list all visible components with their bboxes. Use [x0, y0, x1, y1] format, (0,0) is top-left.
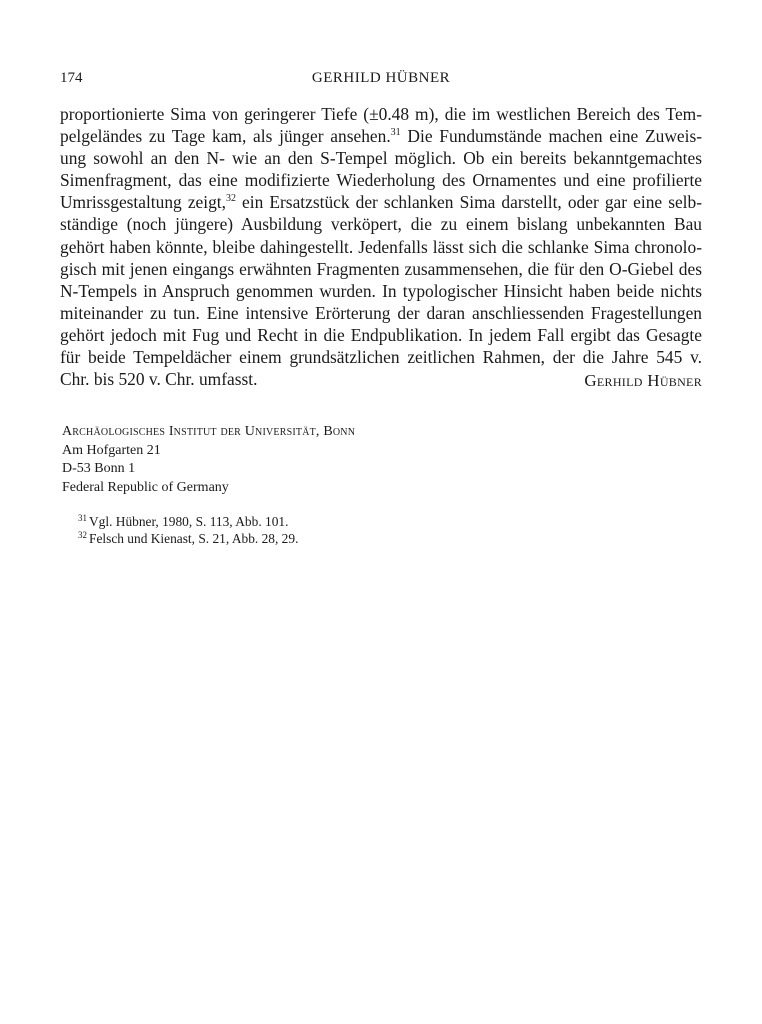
text-line: pelgeländes zu Tage kam, als jünger ansehen.$^{31}$ Die Fundumstände machen eine Zuweis- — [60, 126, 702, 147]
footnote-32 — [78, 530, 298, 547]
running-title: GERHILD HÜBNER — [311, 70, 451, 86]
address-street: Am Hofgarten 21 — [62, 442, 161, 458]
body-paragraph — [60, 103, 702, 390]
footnote-number: 31 — [78, 512, 87, 523]
text-line: Umrissgestaltung zeigt,$^{32}$ ein Ersatzstück der schlanken Sima darstellt, oder gar eine selb- — [60, 192, 702, 213]
footnotes — [78, 513, 298, 547]
text-line: N-Tempels in Anspruch genommen wurden. In typologischer Hinsicht haben beide nichts — [60, 280, 702, 301]
text-line: proportionierte Sima von geringerer Tiefe (±0.48 m), die im westlichen Bereich des Tem- — [60, 104, 702, 124]
text-line: gisch mit jenen eingangs erwähnten Fragmenten zusammensehen, die für den O-Giebel des — [60, 258, 702, 279]
footnote-text: Vgl. Hübner, 1980, S. 113, Abb. 101. — [89, 514, 289, 529]
footnote-ref-31: 31 — [390, 127, 401, 139]
address-city: D-53 Bonn 1 — [62, 461, 136, 477]
text-line: für beide Tempeldächer einem grundsätzlichen zeitlichen Rahmen, der die Jahre 545 v. — [60, 347, 702, 368]
text-line: ung sowohl an den N- wie an den S-Tempel möglich. Ob ein bereits bekanntgemachtes — [60, 148, 702, 169]
address-institute: Archäologisches Institut der Universität, Bonn — [62, 424, 356, 439]
text-line: gehört haben könnte, bleibe dahingestellt. Jedenfalls lässt sich die schlanke Sima chronolo- — [60, 236, 702, 257]
footnote-number: 32 — [78, 529, 87, 540]
address-country: Federal Republic of Germany — [62, 479, 229, 495]
text-line: ständige (noch jüngere) Ausbildung verköpert, die zu einem bislang unbekannten Bau — [60, 214, 702, 235]
text-line: miteinander zu tun. Eine intensive Erörterung der daran anschliessenden Fragestellungen — [60, 302, 702, 323]
text-line: gehört jedoch mit Fug und Recht in die Endpublikation. In jedem Fall ergibt das Gesagte — [60, 324, 702, 345]
footnote-text: Felsch und Kienast, S. 21, Abb. 28, 29. — [89, 531, 299, 546]
page-number: 174 — [60, 70, 83, 86]
author-signature: Gerhild Hübner — [584, 371, 702, 390]
footnote-31 — [78, 513, 298, 530]
running-header — [60, 70, 702, 92]
text-line: Simenfragment, das eine modifizierte Wiederholung des Ornamentes und eine profilierte — [60, 170, 702, 191]
author-address — [62, 423, 355, 497]
text-line: Chr. bis 520 v. Chr. umfasst. — [60, 369, 258, 390]
footnote-ref-32: 32 — [225, 193, 236, 205]
